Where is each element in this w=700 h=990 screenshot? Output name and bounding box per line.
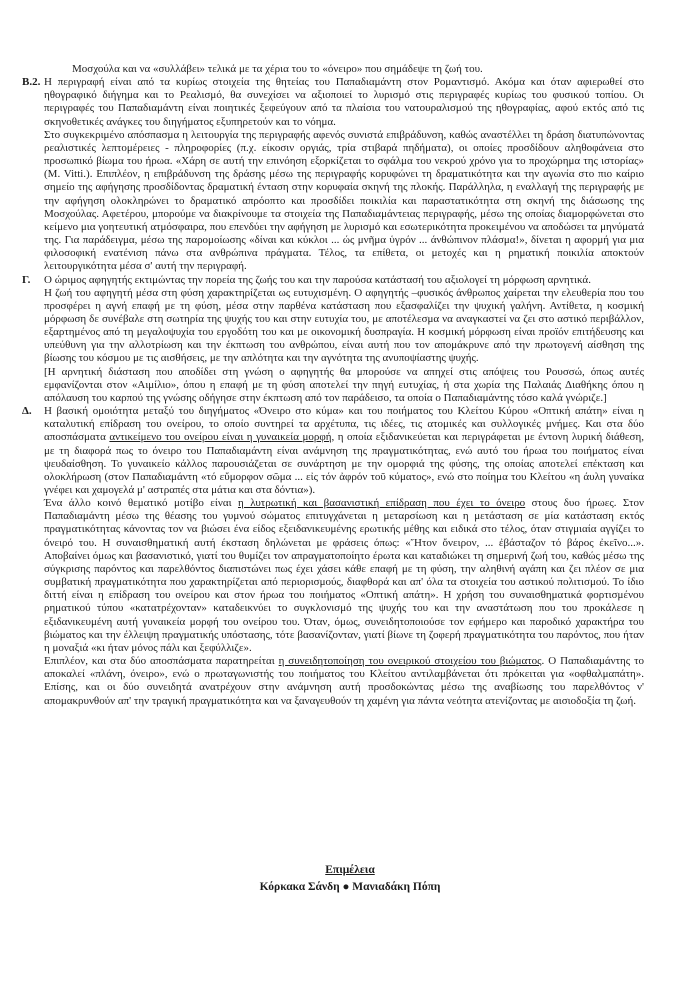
section-label-d: Δ. bbox=[22, 405, 32, 418]
text-segment: Η περιγραφή είναι από τα κυρίως στοιχεία της θητείας του Παπαδιαμάντη στον Ρομαντισμό. Ακόμα και όταν αφιερωθεί στο ηθογραφικό διήγημα και το Ρεαλισμό, θα συνεχίσει να αξιοποιεί το λυρισμό στις περιγραφές κυρίως του φυσικού τοπίου. Οι περιγραφές του Παπαδιαμάντη είναι ποιητικές ξεφεύγουν από τα πλαίσια του νατουραλισμού της ηθογραφίας, αφού εκτός από τις σκηνοθετικές ανάγκες του διηγήματος εξυπηρετούν και το νόημα. bbox=[44, 76, 644, 128]
text-segment: , η οποία εξιδανικεύεται και περιγράφεται με έντονη λυρική διάθεση, με τη διαφορά πως το όνειρο του Παπαδιαμάντη είναι ανάμνηση της πραγματικότητας, ενώ αυτό του ήρωα του ποιήματος είναι ψευδαίσθηση. Το γυναικείο κάλλος παρουσιάζεται σε συνάρτηση με την ομορφιά της φύσης, της οποίας αποτελεί επέκταση και ολοκλήρωση (στον Παπαδιαμάντη «τό εὔμορφον σῶμα ... εἰς τόν ἀφρόν τοῦ κύματος», ενώ στο ποίημα του Κλείτου «η άυλη γυναίκα γνέφει και χαμογελά μ' αστραπές στα μάτια και στα δόντια»). bbox=[44, 431, 644, 496]
section-item-c bbox=[22, 273, 644, 406]
section-paragraph bbox=[44, 274, 644, 287]
section-label-b2: Β.2. bbox=[22, 76, 41, 89]
text-segment: Επιπλέον, και στα δύο αποσπάσματα παρατηρείται bbox=[44, 655, 279, 668]
section-paragraph bbox=[44, 405, 644, 497]
text-segment: Ένα άλλο κοινό θεματικό μοτίβο είναι bbox=[44, 497, 239, 510]
underlined-phrase: η λυτρωτική και βασανιστική επίδραση που έχει το όνειρο bbox=[238, 497, 526, 510]
footer-credits: Κόρκακα Σάνδη ● Μανιαδάκη Πόπη bbox=[259, 881, 441, 893]
text-segment: Η βασική ομοιότητα μεταξύ του διηγήματος «Όνειρο στο κύμα» και του ποιήματος του Κλείτου Κύρου «Οπτική απάτη» είναι η καταλυτική επίδραση του ονείρου, το οποίο συντηρεί τα αρχέτυπα, τις ιδέες, τις ατομικές και συλλογικές μνήμες. Και στα δύο αποσπάσματα bbox=[44, 405, 644, 444]
section-paragraph bbox=[44, 655, 644, 708]
text-segment: . Ο Παπαδιαμάντης το αποκαλεί «πλάνη, όνειρο», ενώ ο πρωταγωνιστής του ποιήματος του Κλείτου αντιλαμβάνεται ότι πρόκειται για «οφθαλμαπάτη». Επίσης, και οι δύο συνειδητά ανατρέχουν στην ανάμνηση αυτή προσδοκώντας μέσω της αναβίωσης του παρελθόντος ν' απομακρυνθούν απ' την τραγική πραγματικότητα και να ξαναγευθούν τη χαμένη για πάντα νεότητα ατενίζοντας με αισιοδοξία τη ζωή. bbox=[44, 655, 644, 707]
underlined-phrase: η συνειδητοποίηση του ονειρικού στοιχείου του βιώματος bbox=[278, 655, 542, 668]
text-body bbox=[22, 63, 644, 708]
section-paragraph bbox=[44, 287, 644, 366]
section-paragraph bbox=[44, 76, 644, 129]
text-segment: Η ζωή του αφηγητή μέσα στη φύση χαρακτηρίζεται ως ευτυχισμένη. Ο αφηγητής –φυσικός άνθρωπος χαίρεται την ελευθερία που του προσφέρει η αγνή επαφή με τη φύση, μέσα στην παρθένα κατάσταση που εξασφαλίζει την ψυχική γαλήνη. Αντίθετα, η κοσμική μόρφωση δε συνέβαλε στη σωτηρία της ψυχής του και στην ευτυχία του, με αποτέλεσμα να αναγκαστεί να ζει στο αστικό περιβάλλον, εξαρτημένος από τη μεγαλοψυχία του εργοδότη του και με οικονομική δυσπραγία. Η κοσμική μόρφωση είναι προϊόν επιτήδευσης και υπεύθυνη για την αλλοτρίωση και την έκπτωση του ανθρώπου, είναι αυτή που τον απομάκρυνε από την πρωτογενή αίσθηση της βίωσης του κόσμου με τις αισθήσεις, με την απλότητα και την αγνότητα της ανυποψίαστης ψυχής. bbox=[44, 286, 644, 365]
text-segment: [Η αρνητική διάσταση που αποδίδει στη γνώση ο αφηγητής θα μπορούσε να απηχεί στις απόψεις του Ρουσσώ, όπως αυτές εμφανίζονται στον «Αιμίλιο», όπου η επαφή με τη φύση αποτελεί την πηγή ευτυχίας, ή στα χωρία της Παλαιάς Διαθήκης όπου η απόλαυση του καρπού της γνώσης οδήγησε στην έκπτωση από τον παράδεισο, τα οποία ο Παπαδιαμάντης τόσο καλά γνώριζε.] bbox=[44, 365, 644, 404]
intro-line: Μοσχούλα και να «συλλάβει» τελικά με τα χέρια του το «όνειρο» που σημάδεψε τη ζωή του. bbox=[72, 63, 483, 75]
footer-title: Επιμέλεια bbox=[325, 864, 375, 876]
section-paragraph bbox=[44, 129, 644, 274]
footer bbox=[0, 863, 700, 894]
section-paragraph bbox=[44, 497, 644, 655]
section-item-b2 bbox=[22, 76, 644, 273]
underlined-phrase: αντικείμενο του ονείρου είναι η γυναικεία μορφή bbox=[109, 431, 332, 444]
section-item-d bbox=[22, 405, 644, 708]
section-label-c: Γ. bbox=[22, 273, 31, 286]
text-segment: στους δυο ήρωες. Στον Παπαδιαμάντη μέσω της θέασης του γυμνού σώματος επιτυγχάνεται η μεταρσίωση και η μετάσταση σε μία κατάσταση εκτός πραγματικότητας κάνοντας τον να βιώσει ένα είδος εξειδανικευμένης ερωτικής μέθης και ειδικά στο τέλος, όταν στιγμιαία αγγίζει το όνειρό του. Η συναισθηματική αυτή έκσταση δηλώνεται με φράσεις όπως: «Ἤτον ὄνειρον, ... ἐβάσταζον τό βάρος ἐκεῖνο...». Αποβαίνει όμως και βασανιστικό, γιατί του θυμίζει τον απραγματοποίητο έρωτα και καταδιώκει τη σημερινή ζωή του, καθώς μέσω της σύγκρισης παρόντος και παρελθόντος διαπιστώνει πως έχει χάσει κάθε επαφή με τη φύση, την αληθινή αγάπη και ζει πλέον σε μια συμβατική πραγματικότητα που χαρακτηρίζεται από περιορισμούς, διαφθορά και απ' όλα τα στοιχεία του αστικού πολιτισμού. Το ίδιο διττή είναι η επίδραση του ονείρου και στον ήρωα του ποιήματος «Οπτική απάτη». Η χρήση του συναισθηματικά φορτισμένου ρηματικού τύπου «κατατρέχονταν» καταδεικνύει το συγκλονισμό της ψυχής του και την αναστάτωση που του προκάλεσε η εξιδανικευμένη αυτή γυναικεία μορφή του ονείρου του. Όταν, όμως, συνειδητοποιούσε τον εφήμερο και παροδικό χαρακτήρα του βιώματος και την έλλειψη πραγματικής υπόστασης, τότε βασανίζονταν, γιατί βίωνε τη ζοφερή πραγματικότητα του παρόντος, που ήταν η μοναξιά «κι ήταν μόνος πάλι και ξεφύλλιζε». bbox=[44, 497, 644, 654]
text-segment: Ο ώριμος αφηγητής εκτιμώντας την πορεία της ζωής του και την παρούσα κατάστασή του αξιολογεί τη μόρφωση αρνητικά. bbox=[44, 273, 591, 286]
text-segment: Στο συγκεκριμένο απόσπασμα η λειτουργία της περιγραφής αφενός συνιστά επιβράδυνση, καθώς αναστέλλει τη δράση διατυπώνοντας ρεαλιστικές λεπτομέρειες - πληροφορίες (π.χ. είκοσιν οργιάς, τρία στιβαρά πηδήματα), οι οποίες προσδίδουν αληθοφάνεια στο προσωπικό βίωμα του ήρωα. «Χάρη σε αυτή την επινόηση εξορκίζεται το σφάλμα του νεκρού χρόνο για το προχώρημα της ιστορίας» (M. Vitti.). Επιπλέον, η επιβράδυνση της δράσης μέσω της περιγραφής κορυφώνει τη δραματικότητα και την αγωνία στο πιο καίριο σημείο της αφήγησης προσδίδοντας δραματική ένταση στην κορυφαία σκηνή της πλοκής. Παράλληλα, η εναλλαγή της περιγραφής με την αφήγηση ολοκληρώνει το δραματικό απρόοπτο και προσδίδει ποικιλία και παραστατικότητα στη σκηνή της διάσωσης της Μοσχούλας. Αφετέρου, μπορούμε να διακρίνουμε τα στοιχεία της Παπαδιαμάντειας περιγραφής, μέσω της οποίας διαμορφώνεται στο κείμενο μια γοητευτική ατμόσφαιρα, που επενδύει την αφήγηση με λυρισμό και εσωτερικότητα προκειμένου να αποδώσει τα μηνύματά της. Για παράδειγμα, μέσω της παρομοίωσης «δίναι και κύκλοι ... ώς μνῆμα ὑγρόν ... άνθώπινον πλάσμα!», δίνεται η αφορμή για μια φιλοσοφική ενατένιση πάνω στα ανθρώπινα πράγματα. Τέλος, τα επίθετα, οι μετοχές και η ρηματική ποικιλία αποκτούν λειτουργικότητα μέσα σ' αυτή την περιγραφή. bbox=[44, 128, 644, 273]
section-paragraph bbox=[44, 366, 644, 405]
